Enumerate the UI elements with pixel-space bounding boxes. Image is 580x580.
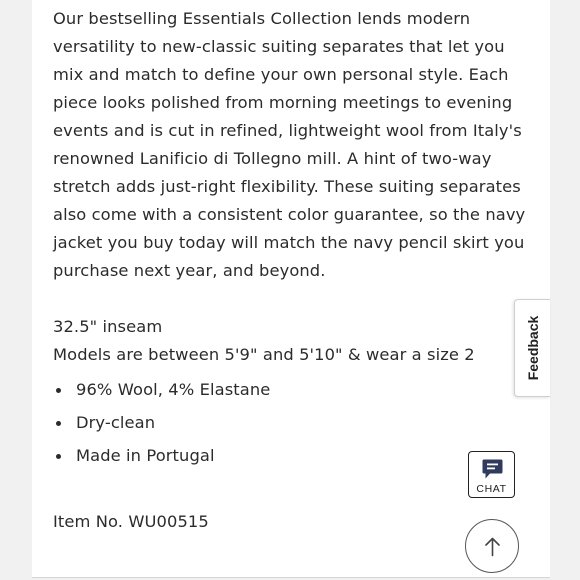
item-number: Item No. WU00515 — [53, 512, 209, 531]
chat-label: CHAT — [476, 483, 507, 495]
scroll-to-top-button[interactable] — [465, 519, 519, 573]
model-size-text: Models are between 5'9" and 5'10" & wear a size 2 — [53, 345, 475, 364]
feature-text: 96% Wool, 4% Elastane — [76, 380, 271, 399]
feedback-button[interactable] — [514, 299, 550, 397]
arrow-up-icon — [483, 536, 502, 557]
list-item — [53, 409, 270, 442]
list-item — [53, 376, 270, 409]
bullet-icon — [56, 454, 61, 459]
feature-text: Dry-clean — [76, 413, 156, 432]
bullet-icon — [56, 421, 61, 426]
feedback-label: Feedback — [524, 315, 541, 381]
divider — [32, 577, 550, 578]
chat-bubble-icon — [481, 458, 504, 481]
chat-button[interactable] — [468, 451, 515, 498]
list-item — [53, 442, 270, 475]
feature-list — [53, 376, 270, 475]
feature-text: Made in Portugal — [76, 446, 215, 465]
bullet-icon — [56, 388, 61, 393]
product-description: Our bestselling Essentials Collection lends modern versatility to new-classic suiting separates that let you mix and match to define your own personal style. Each piece looks polished from morning meetings to evening events and is cut in refined, lightweight wool from Italy's renowned Lanificio di Tollegno mill. A hint of two-way stretch adds just-right flexibility. These suiting separates also come with a consistent color guarantee, so the navy jacket you buy today will match the navy pencil skirt you purchase next year, and beyond. — [53, 9, 526, 280]
inseam-text: 32.5" inseam — [53, 317, 163, 336]
product-fit-info — [53, 313, 475, 369]
